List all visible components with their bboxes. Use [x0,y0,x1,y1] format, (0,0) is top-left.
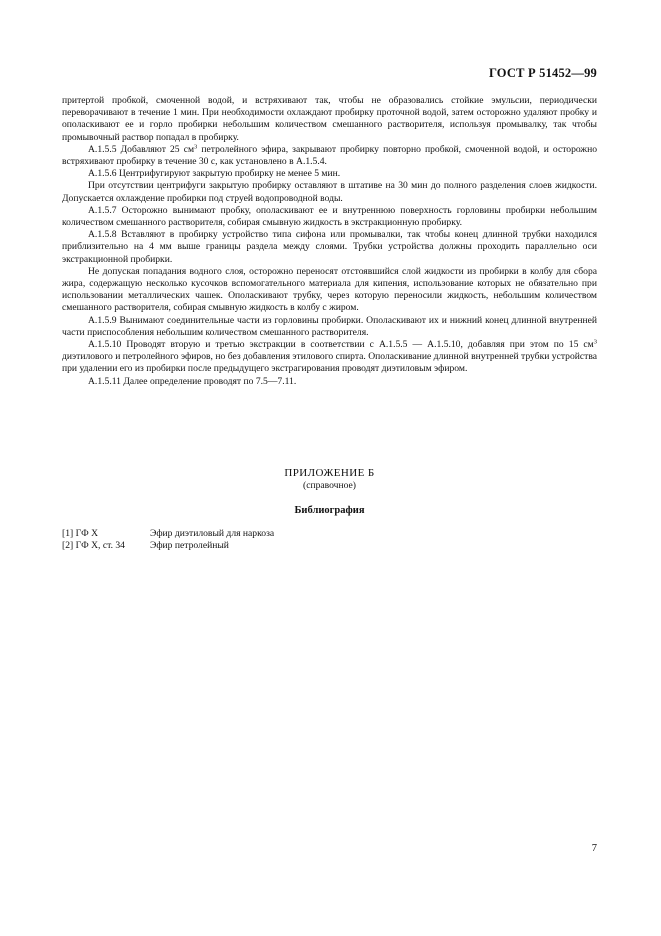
document-code-header: ГОСТ Р 51452—99 [488,66,597,80]
paragraph-a1510-superscript: 3 [593,338,597,346]
bibliography-entry-title: Эфир петролейный [150,540,229,552]
appendix-heading [62,467,597,492]
paragraph-a1510 [62,339,597,376]
paragraph-a155 [62,144,597,168]
paragraph-continuation: притертой пробкой, смоченной водой, и встряхивают так, чтобы не образовались стойкие эмульсии, периодически переворачивают в течение 1 мин. При необходимости охлаждают пробирку проточной водой, затем осторожно удаляют пробку и ополаскивают ее и горло пробирки небольшим количеством смешанного растворителя, используя промывалку, так чтобы промывочный раствор попадал в пробирку. [62,95,597,143]
paragraph-a158: А.1.5.8 Вставляют в пробирку устройство типа сифона или промывалки, так чтобы конец длинной трубки находился приблизительно на 4 мм выше границы раздела между слоями. Трубки устройства должны проходить параллельно оси экстракционной пробирки. [62,229,597,265]
bibliography-entry-reference: [1] ГФ Х [62,528,99,539]
paragraph-a159: А.1.5.9 Вынимают соединительные части из горловины пробирки. Ополаскивают их и нижний конец длинной внутренней части приспособления небольшим количеством смешанного растворителя. [62,314,597,338]
paragraph-transfer: Не допуская попадания водного слоя, осторожно переносят отстоявшийся слой жидкости из пробирки в колбу для сбора жира, содержащую несколько кусочков вспомогательного материала для кипения, использование которых не обязательно при использовании металлических чашек. Ополаскивают трубку, через которую переносили жидкость, небольшим количеством смешанного растворителя, собирая смывную жидкость в колбу с жиром. [62,265,597,314]
document-body [62,95,597,388]
bibliography-entry [62,540,597,552]
paragraph-a155-text-2: петролейного эфира, закрывают пробирку повторно пробкой, смоченной водой, и осторожно встряхивают пробирку в течение 30 с, как установлено в А.1.5.4. [62,143,597,168]
bibliography-title: Библиография [294,505,365,516]
paragraph-a157: А.1.5.7 Осторожно вынимают пробку, ополаскивают ее и внутреннюю поверхность горловины пробирки небольшим количеством смешанного растворителя, собирая смывную жидкость в экстракционную пробирку. [62,204,597,229]
paragraph-a156: А.1.5.6 Центрифугируют закрытую пробирку не менее 5 мин. [88,168,341,180]
bibliography-entry [62,528,597,540]
bibliography-entry-reference: [2] ГФ Х, ст. 34 [62,540,125,552]
paragraph-a1510-text-1: А.1.5.10 Проводят вторую и третью экстракции в соответствии с А.1.5.5 — А.1.5.10, добавляя при этом по 15 см [88,339,594,351]
paragraph-a1511: А.1.5.11 Далее определение проводят по 7.5—7.11. [88,375,297,387]
appendix-subtitle: (справочное) [303,480,356,491]
paragraph-a1510-text-2: диэтилового и петролейного эфиров, но без добавления этилового спирта. Ополаскивание длинной внутренней трубки устройства при удалении его из пробирки после предыдущего экстрагирования проводят диэтиловым эфиром. [62,351,597,375]
paragraph-centrifuge-note: При отсутствии центрифуги закрытую пробирку оставляют в штативе на 30 мин до полного разделения слоев жидкости. Допускается охлаждение пробирки под струей водопроводной воды. [62,180,597,204]
paragraph-a155-superscript: 3 [194,143,198,151]
bibliography-list [62,528,597,552]
paragraph-a155-text-1: А.1.5.5 Добавляют 25 см [88,143,195,155]
page-number: 7 [591,843,597,854]
bibliography-entry-title: Эфир диэтиловый для наркоза [150,528,275,539]
appendix-title: ПРИЛОЖЕНИЕ Б [284,467,375,479]
